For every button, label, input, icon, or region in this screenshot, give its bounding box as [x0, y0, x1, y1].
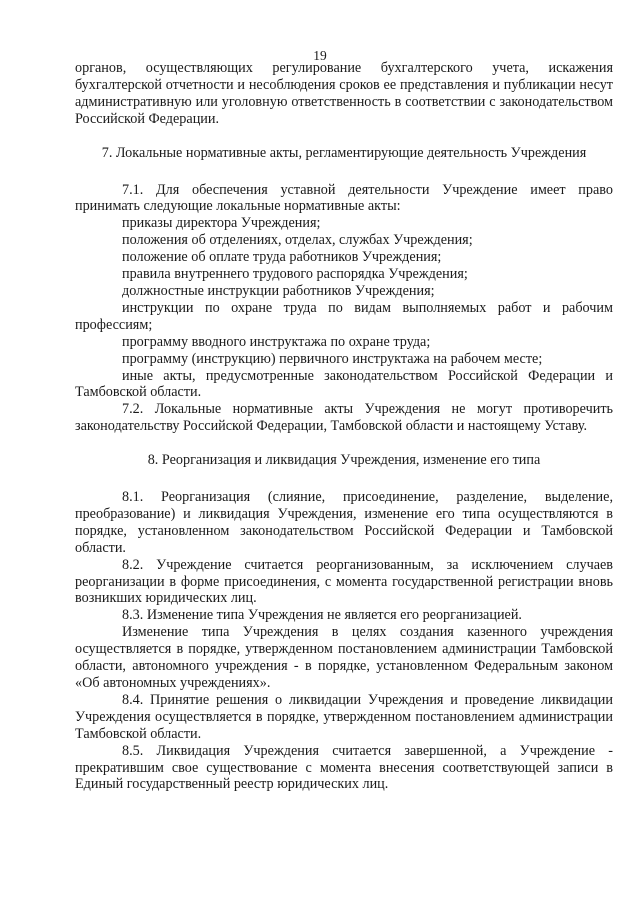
- list-item: иные акты, предусмотренные законодательством Российской Федерации и Тамбовской области.: [75, 367, 613, 401]
- paragraph-8-5: 8.5. Ликвидация Учреждения считается завершенной, а Учреждение - прекратившим свое существование с момента внесения соответствующей записи в Единый государственный реестр юридических лиц.: [75, 742, 613, 793]
- section-8-heading: 8. Реорганизация и ликвидация Учреждения, изменение его типа: [147, 452, 541, 469]
- list-item: приказы директора Учреждения;: [122, 215, 321, 232]
- paragraph-7-2: 7.2. Локальные нормативные акты Учреждения не могут противоречить законодательству Российской Федерации, Тамбовской области и настоящему Уставу.: [75, 401, 613, 435]
- list-item: положение об оплате труда работников Учреждения;: [122, 249, 442, 266]
- paragraph-8-3: 8.3. Изменение типа Учреждения не является его реорганизацией.: [122, 607, 522, 624]
- paragraph-7-1: 7.1. Для обеспечения уставной деятельности Учреждение имеет право принимать следующие локальные нормативные акты:: [75, 181, 613, 215]
- paragraph-8-2: 8.2. Учреждение считается реорганизованным, за исключением случаев реорганизации в форме присоединения, с момента государственной регистрации вновь возникших юридических лиц.: [75, 556, 613, 607]
- list-item: программу вводного инструктажа по охране труда;: [122, 333, 431, 350]
- list-item: должностные инструкции работников Учреждения;: [122, 282, 435, 299]
- list-item: программу (инструкцию) первичного инструктажа на рабочем месте;: [122, 350, 543, 367]
- section-7-heading: 7. Локальные нормативные акты, регламентирующие деятельность Учреждения: [101, 144, 587, 161]
- paragraph-8-3-continued: Изменение типа Учреждения в целях создания казенного учреждения осуществляется в порядке, утвержденном постановлением администрации Тамбовской области, автономного учреждения - в порядке, установленном Федеральным законом «Об автономных учреждениях».: [75, 624, 613, 691]
- document-body: [75, 60, 613, 793]
- list-item: инструкции по охране труда по видам выполняемых работ и рабочим профессиям;: [75, 299, 613, 333]
- list-item: правила внутреннего трудового распорядка Учреждения;: [122, 266, 468, 283]
- paragraph-8-1: 8.1. Реорганизация (слияние, присоединение, разделение, выделение, преобразование) и ликвидация Учреждения, изменение его типа осуществляются в порядке, установленном законодательством Российской Федерации и Тамбовской области.: [75, 489, 613, 556]
- paragraph-8-4: 8.4. Принятие решения о ликвидации Учреждения и проведение ликвидации Учреждения осуществляется в порядке, утвержденном постановлением администрации Тамбовской области.: [75, 691, 613, 742]
- intro-paragraph: органов, осуществляющих регулирование бухгалтерского учета, искажения бухгалтерской отчетности и несоблюдения сроков ее представления и публикации несут административную или уголовную ответственность в соответствии с законодательством Российской Федерации.: [75, 60, 613, 127]
- list-item: положения об отделениях, отделах, службах Учреждения;: [122, 232, 473, 249]
- page-number: 19: [313, 48, 327, 63]
